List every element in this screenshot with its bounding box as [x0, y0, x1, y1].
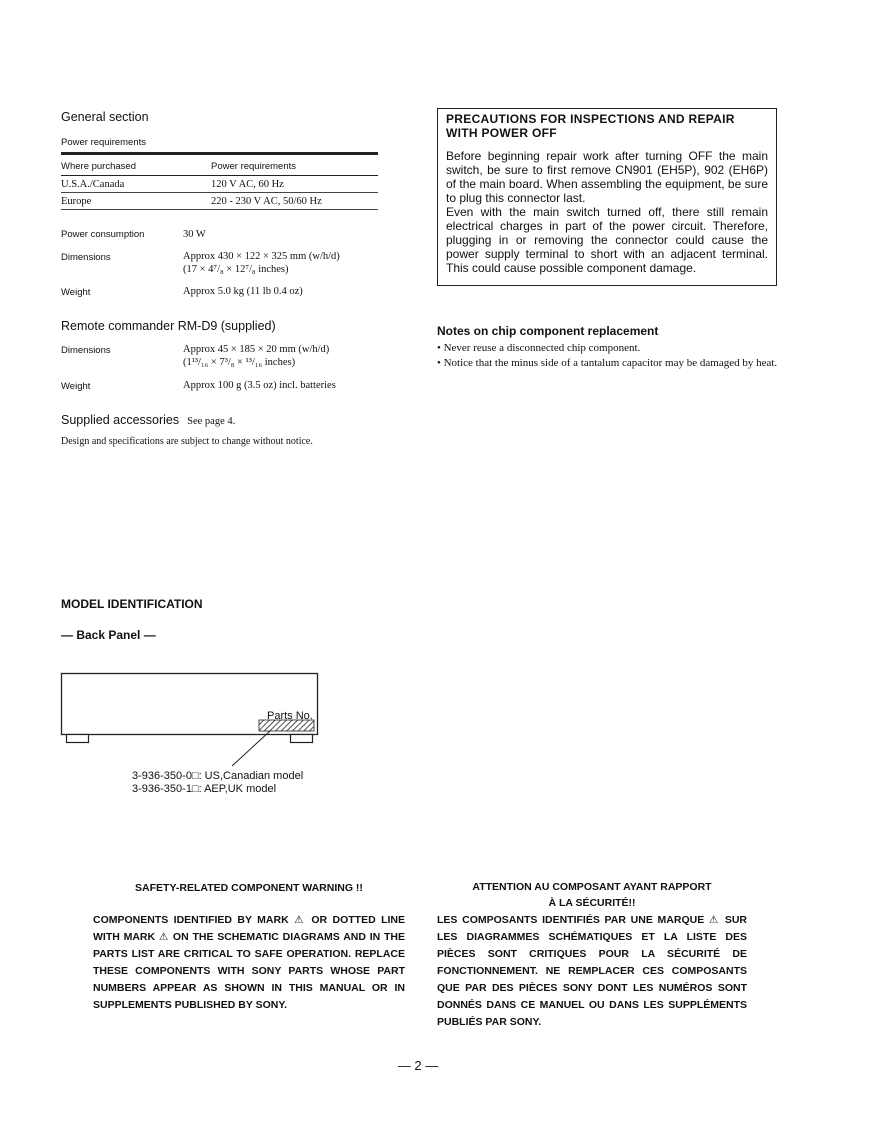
precautions-title-line2: WITH POWER OFF — [446, 126, 557, 140]
leader-line — [232, 731, 270, 766]
remote-weight-label: Weight — [61, 381, 91, 392]
table-row — [61, 176, 378, 193]
remote-dimensions-value-inches: (1¹³/₁₆ × 7³/₈ × ¹³/₁₆ inches) — [183, 357, 296, 368]
dimensions-label: Dimensions — [61, 252, 111, 263]
list-item: • Notice that the minus side of a tantalum capacitor may be damaged by heat. — [437, 356, 778, 369]
model-line: 3-936-350-0□: US,Canadian model — [132, 770, 304, 782]
notes-title: Notes on chip component replacement — [437, 324, 659, 338]
weight-label: Weight — [61, 287, 91, 298]
accessories-value: See page 4. — [187, 416, 236, 427]
table-cell: Europe — [61, 193, 211, 210]
model-line: 3-936-350-1□: AEP,UK model — [132, 783, 277, 795]
design-note: Design and specifications are subject to change without notice. — [61, 436, 313, 447]
safety-warning-fr-title: ATTENTION AU COMPOSANT AYANT RAPPORT — [472, 881, 712, 893]
safety-warning-title: SAFETY-RELATED COMPONENT WARNING !! — [135, 882, 363, 894]
parts-no-label: Parts No. — [267, 710, 313, 722]
safety-warning-fr-body: LES COMPOSANTS IDENTIFIÉS PAR UNE MARQUE ⚠ SUR LES DIAGRAMMES SCHÉMATIQUES ET LA LISTE DES PIÈCES SONT CRITIQUES POUR LA SÉCURITÉ DE FONCTIONNEMENT. NE REMPLACER CES COMPOSANTS QUE PAR DES PIÈCES SONY DONT LES NUMÉROS SONT DONNÉS DANS CE MANUEL OU DANS LES SUPPLÉMENTS PUBLIÉS PAR SONY. — [437, 914, 747, 1028]
safety-warning-body: COMPONENTS IDENTIFIED BY MARK ⚠ OR DOTTED LINE WITH MARK ⚠ ON THE SCHEMATIC DIAGRAMS AND IN THE PARTS LIST ARE CRITICAL TO SAFE OPERATION. REPLACE THESE COMPONENTS WITH SONY PARTS WHOSE PART NUMBERS APPEAR AS SHOWN IN THIS MANUAL OR IN SUPPLEMENTS PUBLISHED BY SONY. — [93, 914, 405, 1011]
precautions-paragraph: Even with the main switch turned off, there still remain electrical charges in part of the power circuit. Therefore, plugging in or removing the connector could cause the power supply terminal to short with an adjacent terminal. This could cause possible component damage. — [446, 205, 768, 275]
table-header: Power requirements — [211, 154, 378, 176]
precautions-paragraph: Before beginning repair work after turning OFF the main switch, be sure to first remove CN901 (EH5P), 902 (EH6P) of the main board. When assembling the equipment, be sure to plug this connector last. — [446, 149, 768, 205]
remote-section-title: Remote commander RM-D9 (supplied) — [61, 319, 276, 333]
remote-weight-value: Approx 100 g (3.5 oz) incl. batteries — [183, 380, 336, 391]
right-foot — [291, 735, 313, 743]
page-number: — 2 — — [397, 1058, 439, 1073]
notes-list — [437, 341, 792, 370]
power-consumption-label: Power consumption — [61, 229, 145, 240]
general-section-title: General section — [61, 110, 149, 124]
accessories-title: Supplied accessories — [61, 413, 180, 427]
left-foot — [67, 735, 89, 743]
table-cell: 220 - 230 V AC, 50/60 Hz — [211, 193, 378, 210]
table-cell: 120 V AC, 60 Hz — [211, 176, 378, 193]
back-panel-subtitle: — Back Panel — — [61, 628, 156, 642]
safety-warning-fr-title-line2: À LA SÉCURITÉ!! — [548, 897, 636, 909]
weight-value: Approx 5.0 kg (11 lb 0.4 oz) — [183, 286, 303, 297]
remote-dimensions-label: Dimensions — [61, 345, 111, 356]
table-cell: U.S.A./Canada — [61, 176, 211, 193]
list-item: • Never reuse a disconnected chip component. — [437, 342, 641, 354]
power-requirements-label: Power requirements — [61, 137, 147, 148]
precautions-title: PRECAUTIONS FOR INSPECTIONS AND REPAIR — [446, 112, 735, 126]
power-consumption-value: 30 W — [183, 229, 206, 240]
precautions-box — [437, 108, 777, 286]
power-requirements-table — [61, 152, 378, 210]
dimensions-value: Approx 430 × 122 × 325 mm (w/h/d) — [183, 251, 340, 262]
table-row — [61, 193, 378, 210]
table-header: Where purchased — [61, 154, 211, 176]
model-id-title: MODEL IDENTIFICATION — [61, 597, 203, 611]
dimensions-value-inches: (17 × 4⁷/₈ × 12⁷/₈ inches) — [183, 264, 289, 275]
remote-dimensions-value: Approx 45 × 185 × 20 mm (w/h/d) — [183, 344, 330, 355]
